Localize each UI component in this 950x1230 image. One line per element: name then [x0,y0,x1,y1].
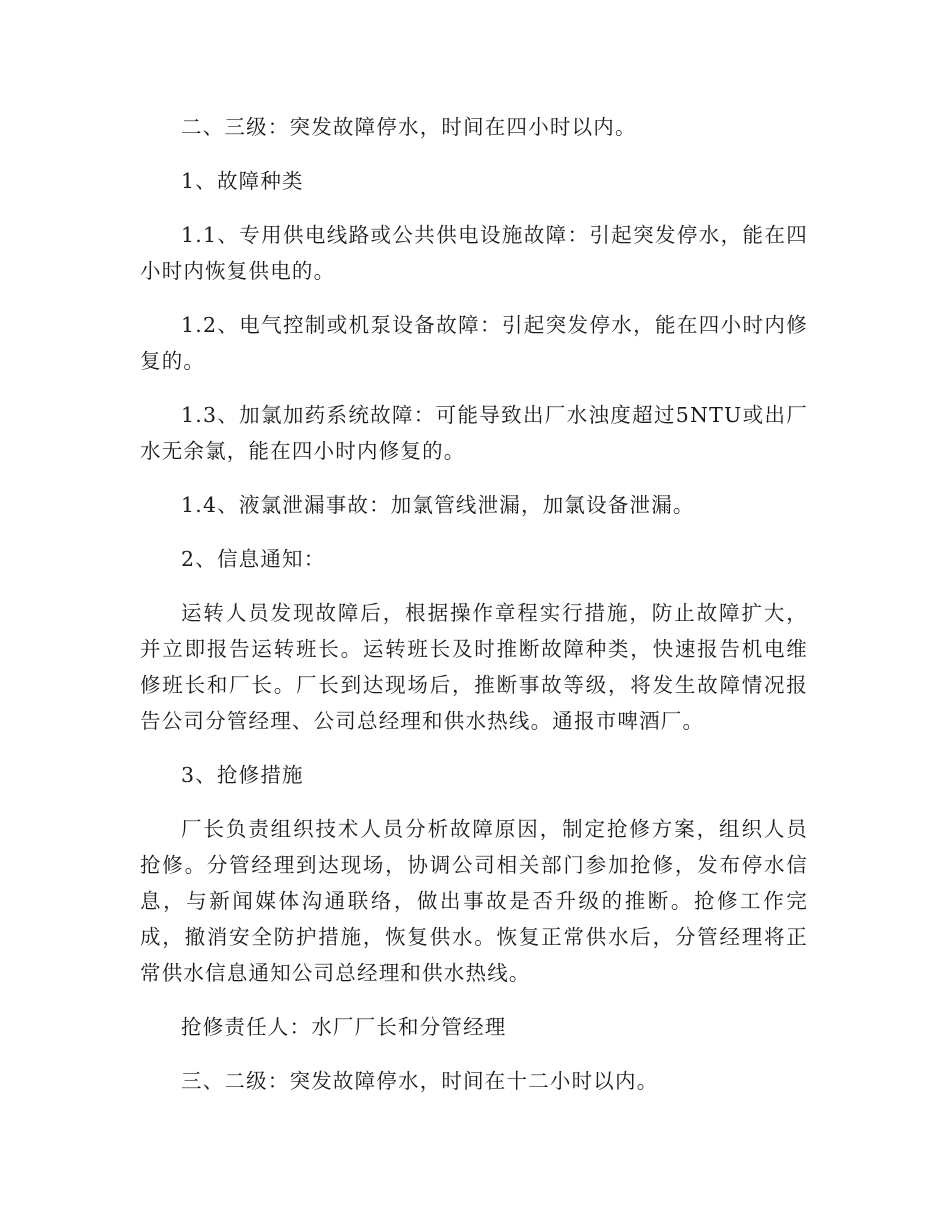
section-heading-level2: 三、二级：突发故障停水，时间在十二小时以内。 [181,1069,659,1093]
paragraph-responsible-person: 抢修责任人：水厂厂长和分管经理 [181,1015,507,1039]
paragraph-notification: 运转人员发现故障后，根据操作章程实行措施，防止故障扩大，并立即报告运转班长。运转班长及时推断故障种类，快速报告机电维修班长和厂长。厂长到达现场后，推断事故等级，将发生故障情况报告公司分管经理、公司总经理和供水热线。通报市啤酒厂。 [140,601,808,733]
section-heading-level3: 二、三级：突发故障停水，时间在四小时以内。 [181,115,637,139]
document-body [140,109,808,1099]
fault-item-1-3: 1.3、加氯加药系统故障：可能导致出厂水浊度超过5NTU或出厂水无余氯，能在四小时内修复的。 [140,403,808,463]
fault-item-1-2: 1.2、电气控制或机泵设备故障：引起突发停水，能在四小时内修复的。 [140,313,808,373]
paragraph-repair-measures: 厂长负责组织技术人员分析故障原因，制定抢修方案，组织人员抢修。分管经理到达现场，协调公司相关部门参加抢修，发布停水信息，与新闻媒体沟通联络，做出事故是否升级的推断。抢修工作完成，撤消安全防护措施，恢复供水。恢复正常供水后，分管经理将正常供水信息通知公司总经理和供水热线。 [140,817,808,985]
subheading-fault-types: 1、故障种类 [181,169,304,193]
fault-item-1-1: 1.1、专用供电线路或公共供电设施故障：引起突发停水，能在四小时内恢复供电的。 [140,223,808,283]
subheading-notification: 2、信息通知： [181,547,326,571]
fault-item-1-4: 1.4、液氯泄漏事故：加氯管线泄漏，加氯设备泄漏。 [181,493,695,517]
subheading-repair-measures: 3、抢修措施 [181,763,304,787]
